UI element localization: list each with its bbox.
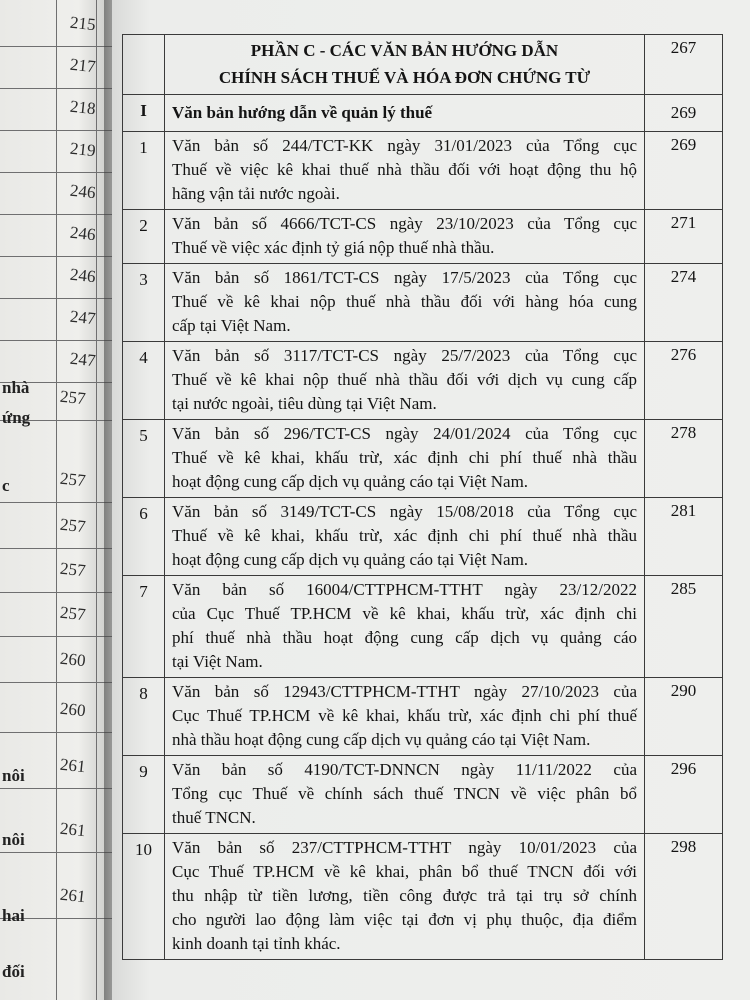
entry-number: 3 <box>123 264 165 342</box>
left-page-text-fragment: hai <box>2 906 25 925</box>
entry-description <box>165 342 645 420</box>
entry-number: 6 <box>123 498 165 576</box>
entry-number: 5 <box>123 420 165 498</box>
left-page-row-rule <box>0 46 112 47</box>
entry-page-number: 296 <box>645 756 723 834</box>
left-page-row-rule <box>0 636 112 637</box>
entry-description-line: Văn bản số 4190/TCT-DNNCN ngày 11/11/2022 của <box>172 760 637 779</box>
left-page-number: 257 <box>59 386 87 409</box>
section-title: Văn bản hướng dẫn về quản lý thuế <box>165 95 645 132</box>
section-page-number: 269 <box>645 95 723 132</box>
entry-description-line: Văn bản số 3149/TCT-CS ngày 15/08/2018 của Tổng cục <box>172 502 637 521</box>
toc-page <box>112 0 750 1000</box>
left-page-number: 257 <box>59 558 87 581</box>
entry-description-line: Thuế về kê khai nộp thuế nhà thầu đối với dịch vụ cung cấp <box>172 370 637 389</box>
left-page-row-rule <box>0 214 112 215</box>
left-page-number: 257 <box>59 468 87 491</box>
entry-description-line: Văn bản số 3117/TCT-CS ngày 25/7/2023 của Tổng cục <box>172 346 637 365</box>
left-page-row-rule <box>0 682 112 683</box>
left-page-number: 257 <box>59 602 87 625</box>
toc-entry-row <box>123 420 723 498</box>
left-page-number: 246 <box>69 180 97 203</box>
left-page-row-rule <box>0 592 112 593</box>
left-page-number: 247 <box>69 348 97 371</box>
left-page-text-fragment: nôi <box>2 766 25 785</box>
entry-number: 4 <box>123 342 165 420</box>
left-page-number: 246 <box>69 222 97 245</box>
part-title-line2: CHÍNH SÁCH THUẾ VÀ HÓA ĐƠN CHỨNG TỪ <box>218 68 591 87</box>
entry-number: 8 <box>123 678 165 756</box>
entry-page-number: 276 <box>645 342 723 420</box>
entry-page-number: 274 <box>645 264 723 342</box>
left-page-number: 218 <box>69 96 97 119</box>
toc-entry-row <box>123 834 723 960</box>
left-page-text-fragment: ứng <box>2 408 31 427</box>
left-page-number: 246 <box>69 264 97 287</box>
entry-description <box>165 678 645 756</box>
entry-description-line: tại nước ngoài, tiêu dùng tại Việt Nam. <box>172 394 437 413</box>
entry-description-line: Văn bản số 12943/CTTPHCM-TTHT ngày 27/10/2023 của <box>172 682 637 701</box>
left-page-number: 260 <box>59 698 87 721</box>
entry-page-number: 269 <box>645 132 723 210</box>
entry-description-line: Văn bản số 16004/CTTPHCM-TTHT ngày 23/12/2022 <box>172 580 637 599</box>
entry-description-line: Tổng cục Thuế về chính sách thuế TNCN về việc phân bổ <box>172 784 637 803</box>
left-page-row-rule <box>0 502 112 503</box>
entry-description-line: cho người lao động làm việc tại đơn vị phụ thuộc, địa điểm <box>172 910 637 929</box>
entry-description-line: Văn bản số 296/TCT-CS ngày 24/01/2024 của Tổng cục <box>172 424 637 443</box>
left-page-row-rule <box>0 732 112 733</box>
left-page-text-fragment: nhà <box>2 378 30 397</box>
entry-description-line: cấp tại Việt Nam. <box>172 316 291 335</box>
toc-entry-row <box>123 498 723 576</box>
entry-description-line: tại Việt Nam. <box>172 652 263 671</box>
entry-description-line: phí thuế nhà thầu hoạt động cung cấp dịch vụ quảng cáo <box>172 628 637 647</box>
entry-description <box>165 132 645 210</box>
section-number: I <box>123 95 165 132</box>
left-page-row-rule <box>0 548 112 549</box>
left-page-row-rule <box>0 130 112 131</box>
left-page-number: 261 <box>59 754 87 777</box>
left-page-number: 261 <box>59 884 87 907</box>
entry-description-line: Thuế về việc xác định tỷ giá nộp thuế nhà thầu. <box>172 238 495 257</box>
left-page-number: 219 <box>69 138 97 161</box>
entry-description-line: thuế TNCN. <box>172 808 256 827</box>
left-page-text-fragment: đối <box>2 962 25 981</box>
entry-description-line: kinh doanh tại tỉnh khác. <box>172 934 341 953</box>
entry-description-line: Văn bản số 4666/TCT-CS ngày 23/10/2023 của Tổng cục <box>172 214 637 233</box>
entry-description-line: thu nhập từ tiền lương, tiền công được trả tại trụ sở chính <box>172 886 637 905</box>
entry-description-line: nhà thầu hoạt động cung cấp dịch vụ quảng cáo tại Việt Nam. <box>172 730 591 749</box>
entry-description-line: Cục Thuế TP.HCM về kê khai, khấu trừ, xác định chi phí thuế <box>172 706 637 725</box>
entry-description-line: hãng vận tải nước ngoài. <box>172 184 340 203</box>
entry-number: 9 <box>123 756 165 834</box>
entry-description <box>165 420 645 498</box>
left-page-number: 257 <box>59 514 87 537</box>
entry-page-number: 271 <box>645 210 723 264</box>
left-page-text-fragment: nôi <box>2 830 25 849</box>
left-page-row-rule <box>0 788 112 789</box>
toc-entry-row <box>123 678 723 756</box>
part-number-cell <box>123 35 165 95</box>
left-page-number: 215 <box>69 12 97 35</box>
section-row <box>123 95 723 132</box>
part-row <box>123 35 723 95</box>
entry-description <box>165 210 645 264</box>
part-page-number: 267 <box>645 35 723 95</box>
left-page-text-fragment: c <box>2 476 10 495</box>
entry-description-line: Văn bản số 1861/TCT-CS ngày 17/5/2023 của Tổng cục <box>172 268 637 287</box>
entry-number: 7 <box>123 576 165 678</box>
entry-description <box>165 756 645 834</box>
entry-description <box>165 834 645 960</box>
entry-number: 10 <box>123 834 165 960</box>
left-page-row-rule <box>0 340 112 341</box>
entry-description-line: của Cục Thuế TP.HCM về kê khai, khấu trừ, xác định chi <box>172 604 637 623</box>
left-page-row-rule <box>0 298 112 299</box>
entry-number: 1 <box>123 132 165 210</box>
toc-entry-row <box>123 264 723 342</box>
left-page-row-rule <box>0 172 112 173</box>
toc-entry-row <box>123 576 723 678</box>
left-page-number: 261 <box>59 818 87 841</box>
entry-page-number: 298 <box>645 834 723 960</box>
part-title-cell <box>165 35 645 95</box>
toc-table <box>122 34 723 960</box>
toc-entry-row <box>123 132 723 210</box>
entry-description-line: Thuế về kê khai, khấu trừ, xác định chi phí thuế nhà thầu <box>172 526 637 545</box>
entry-description-line: Thuế về kê khai nộp thuế nhà thầu đối với hàng hóa cung <box>172 292 637 311</box>
entry-description <box>165 498 645 576</box>
toc-entry-row <box>123 342 723 420</box>
left-page-number: 217 <box>69 54 97 77</box>
entry-description-line: Cục Thuế TP.HCM về kê khai, phân bổ thuế TNCN đối với <box>172 862 637 881</box>
toc-entry-row <box>123 210 723 264</box>
left-page-row-rule <box>0 88 112 89</box>
entry-number: 2 <box>123 210 165 264</box>
entry-description-line: Thuế về việc kê khai thuế nhà thầu đối với hoạt động thu hộ <box>172 160 637 179</box>
entry-description-line: Văn bản số 237/CTTPHCM-TTHT ngày 10/01/2023 của <box>172 838 637 857</box>
left-page-column-rule <box>96 0 97 1000</box>
toc-entry-row <box>123 756 723 834</box>
entry-description <box>165 576 645 678</box>
entry-description-line: hoạt động cung cấp dịch vụ quảng cáo tại Việt Nam. <box>172 472 529 491</box>
left-page-number: 260 <box>59 648 87 671</box>
left-page-row-rule <box>0 256 112 257</box>
entry-page-number: 285 <box>645 576 723 678</box>
entry-description-line: hoạt động cung cấp dịch vụ quảng cáo tại Việt Nam. <box>172 550 529 569</box>
part-title-line1: PHẦN C - CÁC VĂN BẢN HƯỚNG DẪN <box>250 41 559 60</box>
entry-description-line: Thuế về kê khai, khấu trừ, xác định chi phí thuế nhà thầu <box>172 448 637 467</box>
left-page-column-rule <box>56 0 57 1000</box>
entry-description-line: Văn bản số 244/TCT-KK ngày 31/01/2023 của Tổng cục <box>172 136 637 155</box>
entry-description <box>165 264 645 342</box>
entry-page-number: 278 <box>645 420 723 498</box>
previous-page-edge <box>0 0 112 1000</box>
entry-page-number: 290 <box>645 678 723 756</box>
left-page-row-rule <box>0 852 112 853</box>
left-page-number: 247 <box>69 306 97 329</box>
entry-page-number: 281 <box>645 498 723 576</box>
